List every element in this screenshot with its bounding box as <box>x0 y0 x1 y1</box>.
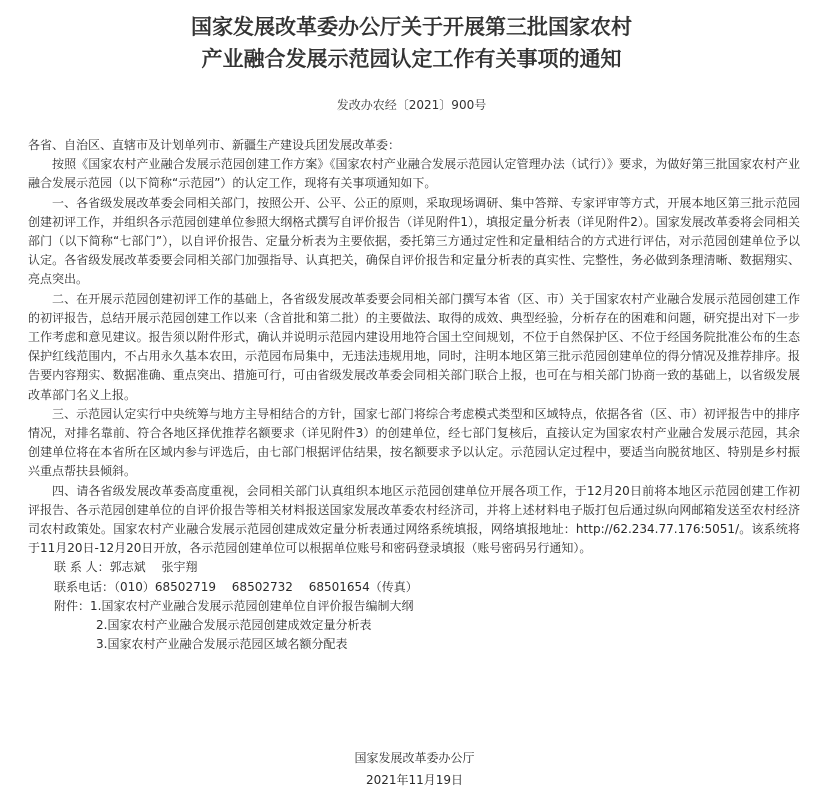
salutation: 各省、自治区、直辖市及计划单列市、新疆生产建设兵团发展改革委： <box>28 138 401 152</box>
document-body <box>28 136 800 654</box>
document-number: 发改办农经〔2021〕900号 <box>336 98 487 112</box>
signature-date: 2021年11月19日 <box>365 773 464 787</box>
contact-line: 联 系 人：郭志斌 张宇翔 <box>54 560 198 575</box>
document-title-line-2: 产业融合发展示范园认定工作有关事项的通知 <box>201 47 622 71</box>
paragraph-4: 四、请各省级发展改革委高度重视，会同相关部门认真组织本地区示范园创建单位开展各项工作，于12月20日前将本地区示范园创建工作初评报告、各示范园创建单位的自评价报告等相关材料报送国家发展改革委农村经济司，并将上述材料电子版打包后通过纵向网邮箱发送至农村经济司农村政策处。国家农村产业融合发展示范园创建成效定量分析表通过网络系统填报，网络填报地址：http://62.234.77.176:5051/。该系统将于11月20日-12月20日开放，各示范园创建单位可以根据单位账号和密码登录填报（账号密码另行通知）。 <box>28 483 800 556</box>
paragraph-1: 一、各省级发展改革委会同相关部门，按照公开、公平、公正的原则，采取现场调研、集中答辩、专家评审等方式，开展本地区第三批示范园创建初评工作，并组织各示范园创建单位参照大纲格式撰写自评价报告（详见附件1），填报定量分析表（详见附件2）。国家发展改革委将会同相关部门（以下简称“七部门”），以自评价报告、定量分析表为主要依据，委托第三方通过定性和定量相结合的方式进行评估，对示范园创建单位予以认定。各省级发展改革委要会同相关部门加强指导、认真把关，确保自评价报告和定量分析表的真实性、完整性，务必做到条理清晰、数据翔实、亮点突出。 <box>28 195 800 287</box>
attachment-item-2: 2.国家农村产业融合发展示范园创建成效定量分析表 <box>96 618 372 633</box>
paragraph-2: 二、在开展示范园创建初评工作的基础上，各省级发展改革委要会同相关部门撰写本省（区、市）关于国家农村产业融合发展示范园创建工作的初评报告，总结开展示范园创建工作以来（含首批和第二批）的主要做法、取得的成效、典型经验，分析存在的困难和问题，研究提出对下一步工作考虑和意见建议。报告须以附件形式，确认并说明示范园内建设用地符合国土空间规划，不位于自然保护区、不位于经国务院批准公布的生态保护红线范围内，不占用永久基本农田，示范园布局集中，无违法违规用地，同时，注明本地区第三批示范园创建单位的得分情况及推荐排序。报告要内容翔实、数据准确、重点突出、措施可行，可由省级发展改革委会同相关部门联合上报，也可在与相关部门协商一致的基础上，以省级发展改革部门名义上报。 <box>28 291 800 402</box>
paragraph-intro: 按照《国家农村产业融合发展示范园创建工作方案》《国家农村产业融合发展示范园认定管理办法（试行）》要求，为做好第三批国家农村产业融合发展示范园（以下简称“示范园”）的认定工作，现将有关事项通知如下。 <box>28 157 800 191</box>
signature-organization: 国家发展改革委办公厅 <box>354 751 475 765</box>
attachment-item-1: 附件：1.国家农村产业融合发展示范园创建单位自评价报告编制大纲 <box>54 598 414 613</box>
paragraph-3: 三、示范园认定实行中央统筹与地方主导相结合的方针，国家七部门将综合考虑模式类型和区域特点，依据各省（区、市）初评报告中的排序情况，对排名靠前、符合各地区择优推荐名额要求（详见附件3）的创建单位，经七部门复核后，直接认定为国家农村产业融合发展示范园，其余创建单位将在本省所在区域内参与评选后，由七部门根据评估结果，按名额要求予以认定。示范园认定过程中，要适当向脱贫地区、特别是乡村振兴重点帮扶县倾斜。 <box>28 406 800 479</box>
document-title-line-1: 国家发展改革委办公厅关于开展第三批国家农村 <box>191 15 632 39</box>
phone-line: 联系电话：（010）68502719 68502732 68501654（传真） <box>54 579 418 594</box>
attachment-item-3: 3.国家农村产业融合发展示范园区域名额分配表 <box>96 637 348 652</box>
